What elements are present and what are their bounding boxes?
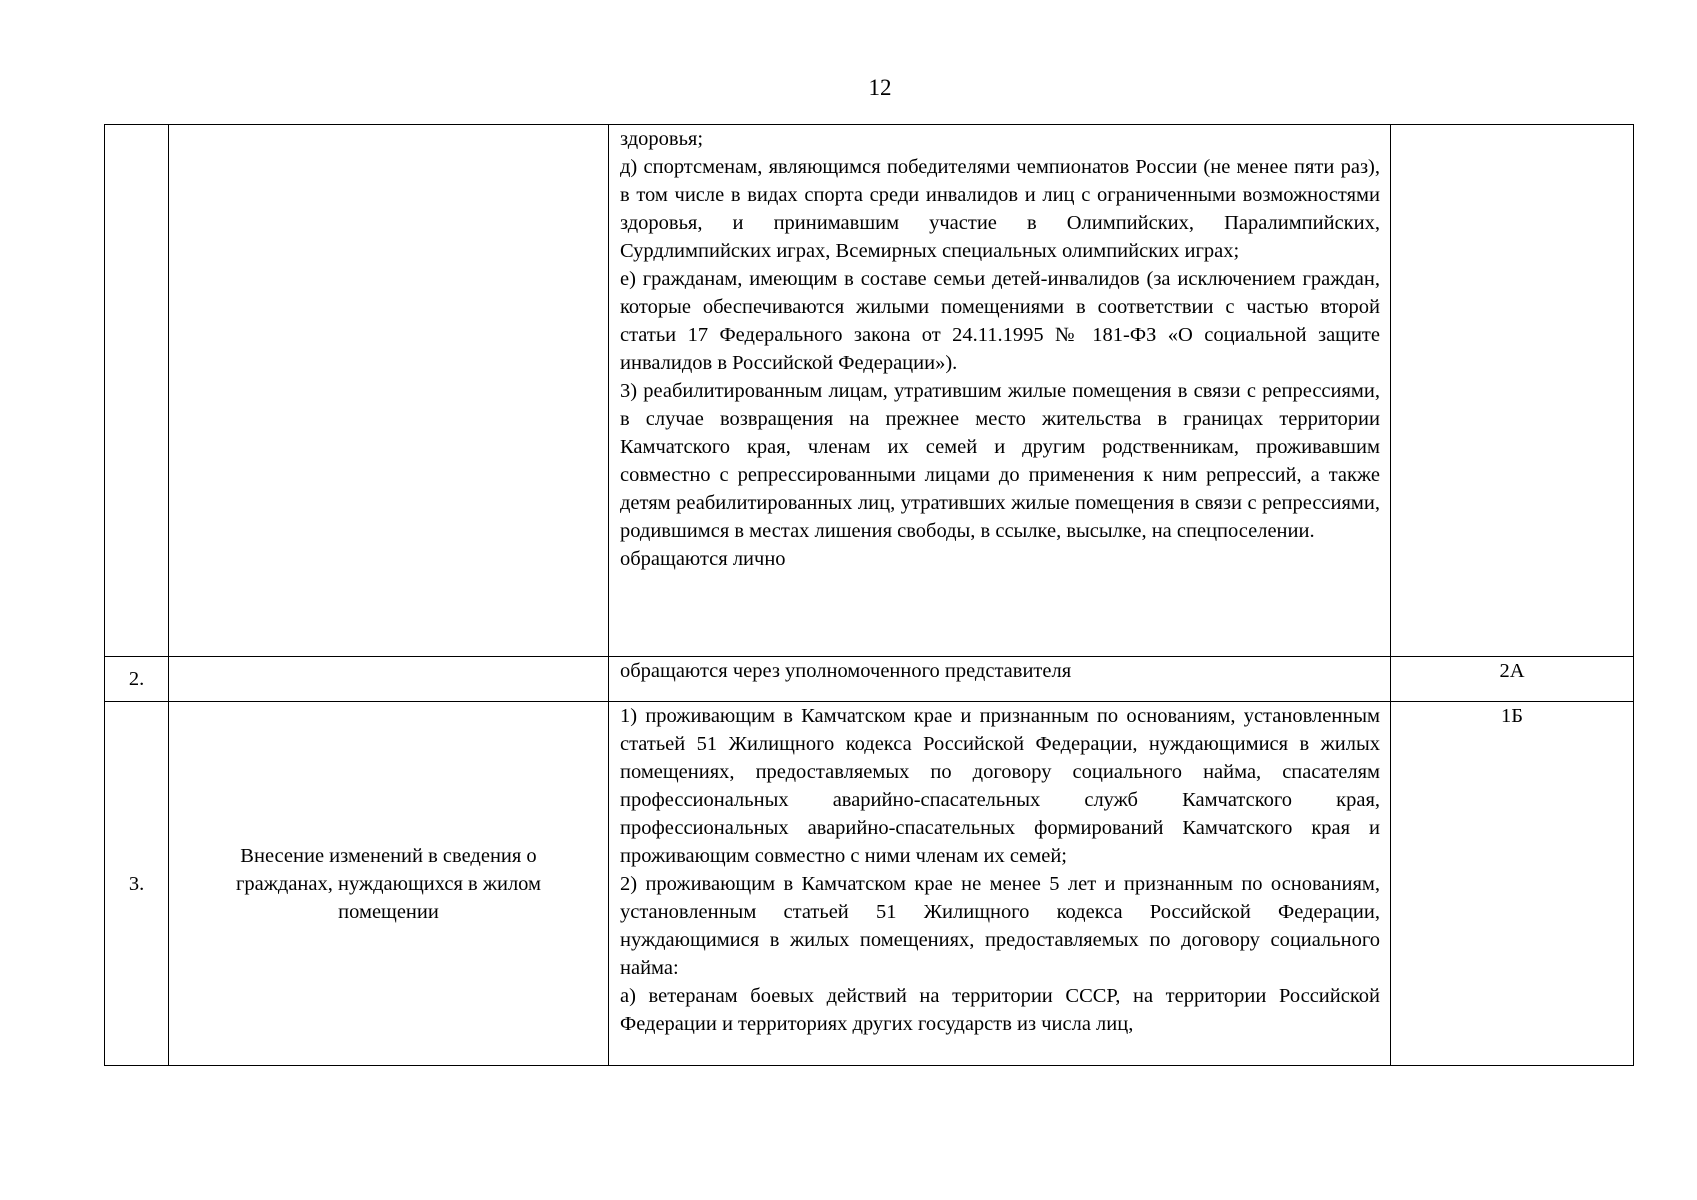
recipients-cell bbox=[609, 125, 1391, 657]
row-number-cell bbox=[105, 125, 169, 657]
paragraph: обращаются лично bbox=[620, 548, 786, 570]
paragraph: д) спортсменам, являющимся победителями чемпионатов России (не менее пяти раз), в том числе в видах спорта среди инвалидов и лиц с ограниченными возможностями здоровья, и принимавшим участие в Олимпийских, Паралимпийских, Сурдлимпийских играх, Всемирных специальных олимпийских играх; bbox=[620, 156, 1380, 262]
paragraph: е) гражданам, имеющим в составе семьи детей-инвалидов (за исключением граждан, которые обеспечиваются жилыми помещениями в соответствии с частью второй статьи 17 Федерального закона от 24.11.1995 № 181-ФЗ «О социальной защите инвалидов в Российской Федерации»). bbox=[620, 268, 1380, 374]
row-number-cell: 2. bbox=[105, 657, 169, 702]
table-row bbox=[105, 702, 1634, 1066]
service-name-cell bbox=[169, 657, 609, 702]
variant-code-cell: 2А bbox=[1391, 657, 1634, 702]
paragraph: обращаются через уполномоченного представителя bbox=[620, 660, 1072, 682]
paragraph: 2) проживающим в Камчатском крае не менее 5 лет и признанным по основаниям, установленным статьей 51 Жилищного кодекса Российской Федерации, нуждающимися в жилых помещениях, предоставляемых по договору социального найма: bbox=[620, 873, 1380, 979]
paragraph: здоровья; bbox=[620, 128, 704, 150]
page-number: 12 bbox=[868, 75, 892, 100]
service-name-cell bbox=[169, 125, 609, 657]
table-row bbox=[105, 657, 1634, 702]
variant-code-cell bbox=[1391, 125, 1634, 657]
recipients-cell bbox=[609, 702, 1391, 1066]
table-row bbox=[105, 125, 1634, 657]
recipients-cell bbox=[609, 657, 1391, 702]
row-number-cell: 3. bbox=[105, 702, 169, 1066]
paragraph: 1) проживающим в Камчатском крае и признанным по основаниям, установленным статьей 51 Жилищного кодекса Российской Федерации, нуждающимися в жилых помещениях, предоставляемых по договору социального найма, спасателям профессиональных аварийно-спасательных служб Камчатского края, профессиональных аварийно-спасательных формирований Камчатского края и проживающим совместно с ними членам их семей; bbox=[620, 705, 1380, 867]
paragraph: 3) реабилитированным лицам, утратившим жилые помещения в связи с репрессиями, в случае возвращения на прежнее место жительства в границах территории Камчатского края, членам их семей и другим родственникам, проживавшим совместно с репрессированными лицами до применения к ним репрессий, а также детям реабилитированных лиц, утративших жилые помещения в связи с репрессиями, родившимся в местах лишения свободы, в ссылке, высылке, на спецпоселении. bbox=[620, 380, 1380, 542]
paragraph: а) ветеранам боевых действий на территории СССР, на территории Российской Федерации и территориях других государств из числа лиц, bbox=[620, 985, 1380, 1035]
services-table bbox=[104, 124, 1634, 1066]
service-name-cell: Внесение изменений в сведения о гражданах, нуждающихся в жилом помещении bbox=[169, 702, 609, 1066]
variant-code-cell: 1Б bbox=[1391, 702, 1634, 1066]
